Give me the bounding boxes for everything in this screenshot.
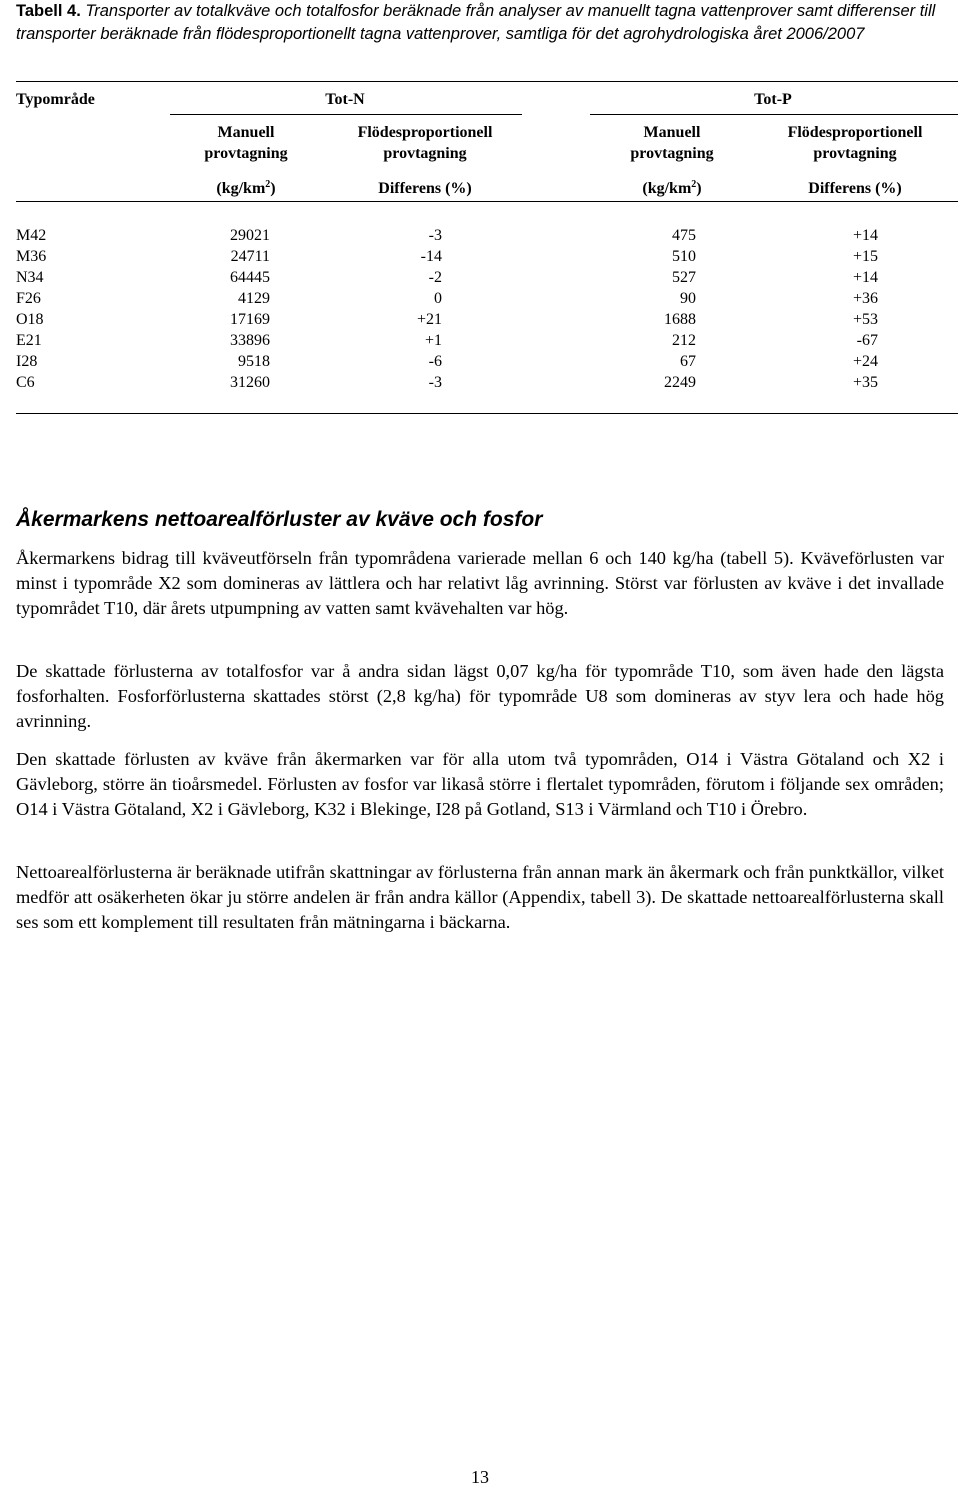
paragraph: Den skattade förlusten av kväve från åkermarken var för alla utom två typområden, O14 i Västra Götaland och X2 i Gävleborg, större än tioårsmedel. Förlusten av fosfor var likaså större i flertalet typområden, förutom i följande sex områden; O14 i Västra Götaland, X2 i Gävleborg, K32 i Blekinge, I28 på Gotland, S13 i Värmland och T10 i Örebro. [16,749,944,819]
cell-p-manuell: 510 [672,248,696,265]
cell-p-diff: +35 [852,374,878,391]
cell-n-diff: -2 [428,269,442,286]
unit-n-manuell [216,178,275,199]
row-area: F26 [16,290,41,307]
unit-n-diff: Differens (%) [378,180,472,197]
cell-n-diff: -6 [428,353,442,370]
cell-n-manuell: 29021 [230,227,270,244]
cell-n-diff: +21 [416,311,442,328]
group-header-totn: Tot-N [325,91,365,108]
table-top-rule [16,81,958,82]
col-header-n-flode [358,122,493,164]
totn-group-rule [170,114,522,115]
cell-p-diff: +24 [852,353,878,370]
cell-p-diff: -67 [856,332,878,349]
cell-p-manuell: 90 [680,290,696,307]
col-header-p-flode-line1: Flödesproportionell [787,124,923,141]
cell-p-diff: +14 [852,269,878,286]
cell-n-manuell: 4129 [238,290,270,307]
col-header-n-flode-line1: Flödesproportionell [357,124,493,141]
cell-p-manuell: 212 [672,332,696,349]
unit-n-sup: 2 [265,179,271,190]
group-header-totp: Tot-P [754,91,792,108]
unit-n-close: ) [270,180,276,197]
cell-p-manuell: 2249 [664,374,696,391]
paragraph: Nettoarealförlusterna är beräknade utifrån skattningar av förlusterna från annan mark än åkermark och från punktkällor, vilket medför att osäkerheten ökar ju större andelen är från andra källor (Appendix, tabell 3). De skattade nettoarealförlusterna skall ses som ett komplement till resultaten från mätningarna i bäckarna. [16,862,944,932]
row-area: M42 [16,227,47,244]
col-header-typomrade: Typområde [16,91,95,108]
col-header-p-flode-line2: provtagning [813,145,897,162]
col-header-n-flode-line2: provtagning [383,145,467,162]
cell-n-diff: -3 [428,374,442,391]
cell-n-manuell: 24711 [230,248,270,265]
cell-n-manuell: 17169 [230,311,270,328]
cell-p-diff: +53 [852,311,878,328]
table-bottom-rule [16,413,958,414]
cell-p-diff: +36 [852,290,878,307]
row-area: E21 [16,332,42,349]
unit-n-kg: (kg/km [216,180,266,197]
section-heading: Åkermarkens nettoarealförluster av kväve och fosfor [16,508,543,531]
col-header-p-flode [788,122,923,164]
row-area: N34 [16,269,44,286]
unit-p-close: ) [696,180,702,197]
cell-n-manuell: 64445 [230,269,270,286]
paragraph: Åkermarkens bidrag till kväveutförseln från typområdena varierade mellan 6 och 140 kg/ha (tabell 5). Kväveförlusten var minst i typområde X2 som domineras av lättlera och har relativt låg avrinning. Störst var förlusten av kväve i det invallade typområdet T10, där årets utpumpning av vatten samt kvävehalten var hög. [16,548,944,618]
col-header-p-manuell [630,122,713,164]
row-area: M36 [16,248,47,265]
cell-p-diff: +15 [852,248,878,265]
unit-p-kg: (kg/km [642,180,692,197]
cell-p-manuell: 527 [672,269,696,286]
cell-p-diff: +14 [852,227,878,244]
page-number: 13 [471,1467,489,1487]
totp-group-rule [590,114,958,115]
cell-n-diff: 0 [434,290,442,307]
cell-p-manuell: 475 [672,227,696,244]
table-caption [16,0,948,45]
row-area: I28 [16,353,38,370]
paragraph: De skattade förlusterna av totalfosfor var å andra sidan lägst 0,07 kg/ha för typområde T10, som även hade den lägsta fosforhalten. Fosforförlusterna skattades störst (2,8 kg/ha) för typområde U8 som domineras av styv lera och hade hög avrinning. [16,661,944,731]
cell-n-diff: -14 [420,248,442,265]
cell-n-diff: +1 [424,332,442,349]
row-area: C6 [16,374,35,391]
cell-n-manuell: 31260 [230,374,270,391]
unit-p-sup: 2 [691,179,697,190]
col-header-n-manuell-line2: provtagning [204,145,288,162]
unit-p-manuell [642,178,701,199]
table-header-rule [16,201,958,202]
cell-n-diff: -3 [428,227,442,244]
col-header-n-manuell [204,122,287,164]
cell-n-manuell: 9518 [238,353,270,370]
table-caption-label: Tabell 4. [16,2,81,20]
col-header-n-manuell-line1: Manuell [217,124,275,141]
cell-n-manuell: 33896 [230,332,270,349]
cell-p-manuell: 1688 [664,311,696,328]
col-header-p-manuell-line1: Manuell [643,124,701,141]
unit-p-diff: Differens (%) [808,180,902,197]
row-area: O18 [16,311,44,328]
col-header-p-manuell-line2: provtagning [630,145,714,162]
table-caption-text: Transporter av totalkväve och totalfosfor beräknade från analyser av manuellt tagna vattenprover samt differenser till transporter beräknade från flödesproportionellt tagna vattenprover, samtliga för det agrohydrologiska året 2006/2007 [16,2,936,43]
cell-p-manuell: 67 [680,353,696,370]
